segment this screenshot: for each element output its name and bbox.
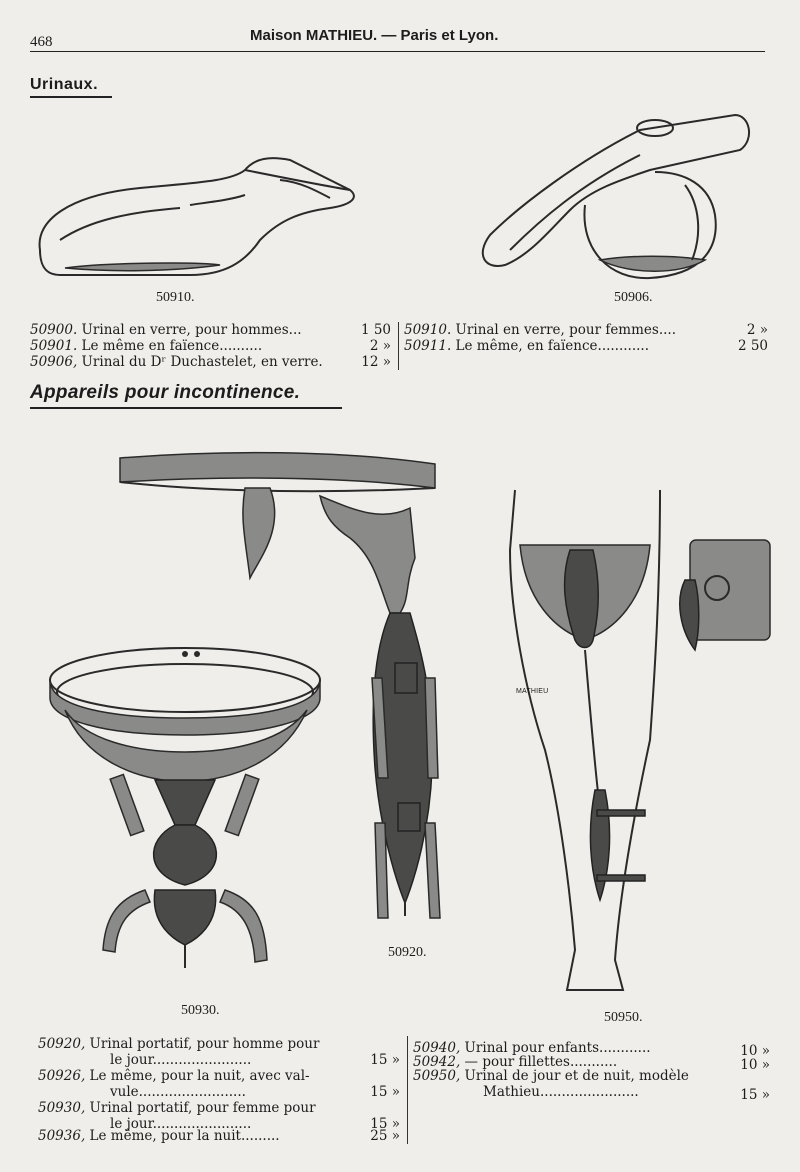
item-text: Urinal portatif, pour homme pour bbox=[85, 1036, 320, 1052]
item-price: 1 50 bbox=[360, 322, 391, 338]
item-price: 10 » bbox=[740, 1057, 770, 1073]
item-ref: 50911. bbox=[404, 338, 452, 354]
figure-urinal-men bbox=[30, 150, 370, 285]
item-ref: 50926, bbox=[38, 1068, 86, 1084]
list-item bbox=[404, 322, 676, 338]
figure-caption-50930: 50930. bbox=[181, 1003, 220, 1018]
item-text: Le même, en faïence............ bbox=[451, 338, 650, 354]
item-text: Urinal en verre, pour femmes.... bbox=[451, 322, 676, 338]
list-item bbox=[404, 338, 649, 354]
item-text: Le même, pour la nuit......... bbox=[85, 1128, 280, 1144]
list-item bbox=[413, 1068, 689, 1084]
item-ref: 50920, bbox=[38, 1036, 86, 1052]
section-underline bbox=[30, 96, 112, 98]
list-item-continuation: vule......................... bbox=[110, 1084, 246, 1100]
item-ref: 50910. bbox=[404, 322, 452, 338]
item-text: Urinal pour enfants............ bbox=[460, 1040, 651, 1056]
item-price: 10 » bbox=[740, 1043, 770, 1059]
list-item bbox=[38, 1068, 310, 1084]
list-item bbox=[30, 354, 323, 370]
item-price: 15 » bbox=[370, 1116, 400, 1132]
header-rule bbox=[30, 51, 765, 52]
item-text: — pour fillettes........... bbox=[460, 1054, 618, 1070]
figure-urinal-duchastelet bbox=[470, 110, 760, 285]
item-ref: 50906, bbox=[30, 354, 78, 370]
item-ref: 50936, bbox=[38, 1128, 86, 1144]
list-item-continuation: le jour....................... bbox=[110, 1116, 252, 1132]
item-text: Urinal du Dʳ Duchastelet, en verre. bbox=[77, 354, 323, 370]
figure-caption-50920: 50920. bbox=[388, 945, 427, 960]
item-price: 2 » bbox=[746, 322, 768, 338]
list-item bbox=[30, 322, 302, 338]
item-price: 15 » bbox=[370, 1084, 400, 1100]
section-title-incontinence: Appareils pour incontinence. bbox=[30, 382, 301, 403]
item-price: 2 50 bbox=[737, 338, 768, 354]
list-item bbox=[30, 338, 262, 354]
item-text: Urinal portatif, pour femme pour bbox=[85, 1100, 316, 1116]
running-title: Maison MATHIEU. — Paris et Lyon. bbox=[250, 27, 499, 44]
item-price: 15 » bbox=[370, 1052, 400, 1068]
column-separator bbox=[398, 322, 399, 370]
figure-urinal-portable-men bbox=[120, 448, 450, 928]
item-text: Le même en faïence.......... bbox=[77, 338, 263, 354]
item-ref: 50940, bbox=[413, 1040, 461, 1056]
list-item-continuation: Mathieu....................... bbox=[483, 1084, 639, 1100]
figure-caption-50950: 50950. bbox=[604, 1010, 643, 1025]
item-ref: 50942, bbox=[413, 1054, 461, 1070]
figure-caption-50906: 50906. bbox=[614, 290, 653, 305]
item-price: 25 » bbox=[370, 1128, 400, 1144]
column-separator bbox=[407, 1036, 408, 1144]
section-underline bbox=[30, 407, 342, 409]
list-item-continuation: le jour....................... bbox=[110, 1052, 252, 1068]
list-item bbox=[38, 1100, 316, 1116]
item-text: Urinal de jour et de nuit, modèle bbox=[460, 1068, 689, 1084]
item-price: 15 » bbox=[740, 1087, 770, 1103]
section-title-urinaux: Urinaux. bbox=[30, 76, 99, 93]
page-number: 468 bbox=[30, 34, 53, 50]
figure-urinal-day-night bbox=[505, 490, 780, 1000]
item-text: Urinal en verre, pour hommes... bbox=[77, 322, 302, 338]
figure-caption-50910: 50910. bbox=[156, 290, 195, 305]
list-item bbox=[38, 1128, 280, 1144]
figure-label-mathieu: MATHIEU bbox=[516, 688, 549, 695]
item-price: 2 » bbox=[369, 338, 391, 354]
item-ref: 50930, bbox=[38, 1100, 86, 1116]
item-ref: 50900. bbox=[30, 322, 78, 338]
item-text: Le même, pour la nuit, avec val- bbox=[85, 1068, 310, 1084]
item-ref: 50901. bbox=[30, 338, 78, 354]
list-item bbox=[38, 1036, 319, 1052]
item-price: 12 » bbox=[361, 354, 391, 370]
item-ref: 50950, bbox=[413, 1068, 461, 1084]
